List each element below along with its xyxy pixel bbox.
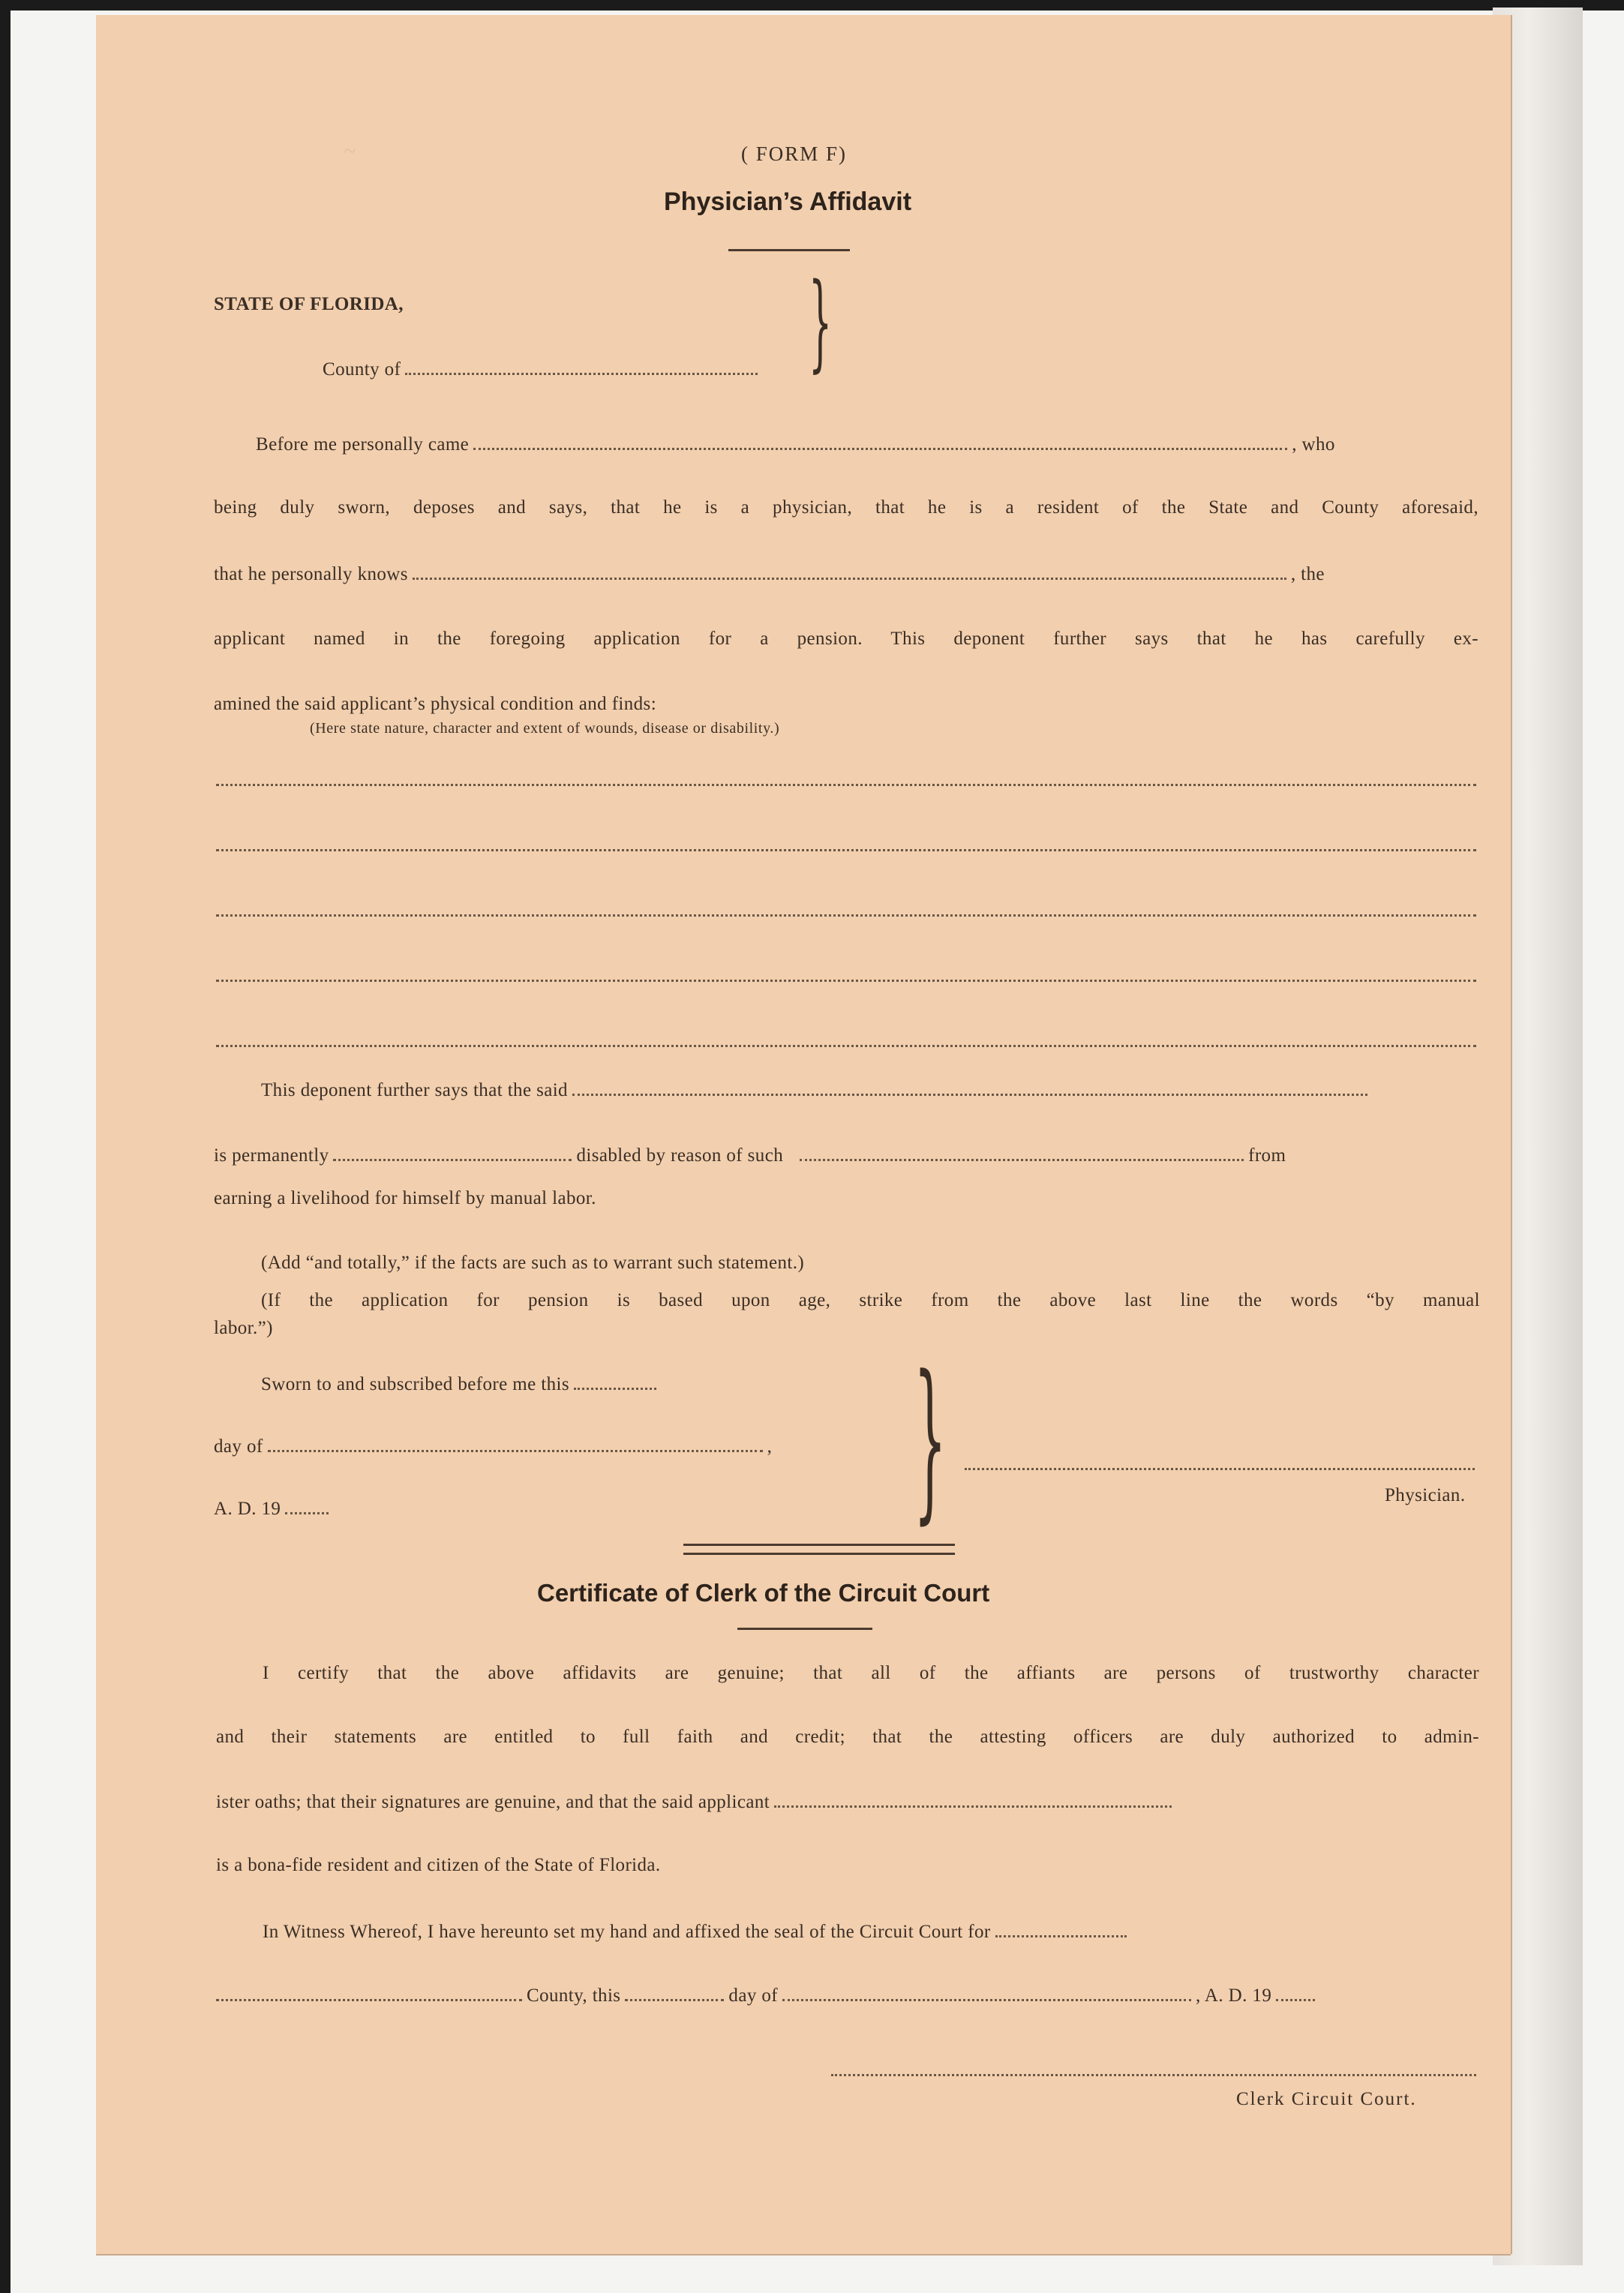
county-blank [405, 358, 758, 375]
ad-line [214, 1497, 333, 1520]
circuit-court-blank [995, 1920, 1127, 1937]
degree-blank [333, 1144, 572, 1161]
sworn-day-blank [574, 1373, 656, 1390]
day-of-line [214, 1435, 772, 1457]
sworn-to-line [261, 1373, 661, 1395]
form-title: Physician’s Affidavit [664, 188, 912, 216]
knows-text: that he personally knows [214, 564, 408, 584]
certificate-line-1: I certify that the above affidavits are genuine; that all of the affiants are persons of trustworthy character [263, 1663, 1479, 1683]
county-this-line [216, 1984, 1479, 2006]
scan-border-top [0, 0, 1624, 11]
sworn-to-text: Sworn to and subscribed before me this [261, 1374, 569, 1394]
cert-ad-text: , A. D. 19 [1196, 1985, 1272, 2006]
instruction-note: (Here state nature, character and extent of wounds, disease or disability.) [310, 720, 780, 737]
clerk-label: Clerk Circuit Court. [1236, 2089, 1417, 2109]
cert-month-blank [782, 1984, 1191, 2001]
the-text: , the [1290, 564, 1325, 584]
affiant-name-blank [473, 433, 1287, 450]
physician-label: Physician. [1385, 1485, 1466, 1505]
cert-year-blank [1276, 1984, 1315, 2001]
applicant-line: applicant named in the foregoing application for a pension. This deponent further says that he has carefully ex- [214, 629, 1478, 649]
cause-blank [800, 1144, 1244, 1161]
jurat-brace: } [914, 1340, 947, 1540]
add-totally-note: (Add “and totally,” if the facts are such as to warrant such statement.) [261, 1253, 805, 1273]
strike-note-2: labor.”) [214, 1318, 273, 1338]
county-name-blank [216, 1984, 522, 2001]
section-divider [683, 1544, 955, 1555]
county-label [323, 358, 762, 380]
certificate-title: Certificate of Clerk of the Circuit Court [537, 1579, 990, 1607]
form-id: ( FORM F) [741, 143, 848, 165]
bleed-through-text: ~ [344, 139, 356, 164]
certificate-line-2: and their statements are entitled to full faith and credit; that the attesting officers are duly authorized to admin- [216, 1727, 1479, 1747]
title-rule [728, 249, 850, 251]
county-this-text: County, this [527, 1985, 621, 2006]
permanently-line [214, 1144, 1478, 1166]
disabled-text: disabled by reason of such [576, 1145, 784, 1166]
witness-line [263, 1920, 1479, 1943]
certificate-title-rule [737, 1628, 872, 1630]
further-says-line [261, 1079, 1476, 1101]
day-of-text: day of [214, 1436, 263, 1457]
document-page [96, 15, 1511, 2254]
venue-brace: } [809, 261, 833, 383]
from-text: from [1248, 1145, 1286, 1166]
findings-line-4 [216, 980, 1476, 982]
permanently-text: is permanently [214, 1145, 329, 1166]
knows-line [214, 563, 1478, 585]
who-text: , who [1292, 434, 1335, 455]
before-me-line [256, 433, 1478, 455]
clerk-signature-line [831, 2074, 1476, 2076]
cert-day-blank [625, 1984, 724, 2001]
findings-line-2 [216, 849, 1476, 851]
before-me-text: Before me personally came [256, 434, 470, 455]
comma-text: , [767, 1436, 773, 1457]
examined-line: amined the said applicant’s physical condition and finds: [214, 694, 657, 714]
said-name-blank [572, 1079, 1367, 1096]
sworn-line: being duly sworn, deposes and says, that he is a physician, that he is a resident of the State and County aforesaid, [214, 497, 1478, 518]
findings-line-1 [216, 784, 1476, 786]
state-label: STATE OF FLORIDA, [214, 294, 404, 314]
cert-day-of-text: day of [728, 1985, 778, 2006]
scan-border-left [0, 0, 11, 2293]
findings-line-3 [216, 914, 1476, 917]
physician-signature-line [965, 1468, 1475, 1470]
county-text: County of [323, 359, 401, 380]
findings-line-5 [216, 1045, 1476, 1047]
livelihood-line: earning a livelihood for himself by manual labor. [214, 1188, 596, 1208]
year-blank [285, 1497, 329, 1514]
ad-text: A. D. 19 [214, 1499, 281, 1519]
applicant-name-blank [413, 563, 1286, 580]
certificate-line-4: is a bona-fide resident and citizen of the State of Florida. [216, 1855, 661, 1875]
month-blank [268, 1435, 763, 1452]
page-content [96, 15, 1511, 2254]
strike-note-1: (If the application for pension is based upon age, strike from the above last line the words “by manual [261, 1290, 1480, 1310]
further-says-text: This deponent further says that the said [261, 1080, 568, 1100]
witness-text: In Witness Whereof, I have hereunto set my hand and affixed the seal of the Circuit Court for [263, 1922, 991, 1942]
certificate-line-3-text: ister oaths; that their signatures are genuine, and that the said applicant [216, 1792, 770, 1812]
certificate-applicant-blank [774, 1790, 1172, 1808]
certificate-line-3 [216, 1790, 1479, 1813]
